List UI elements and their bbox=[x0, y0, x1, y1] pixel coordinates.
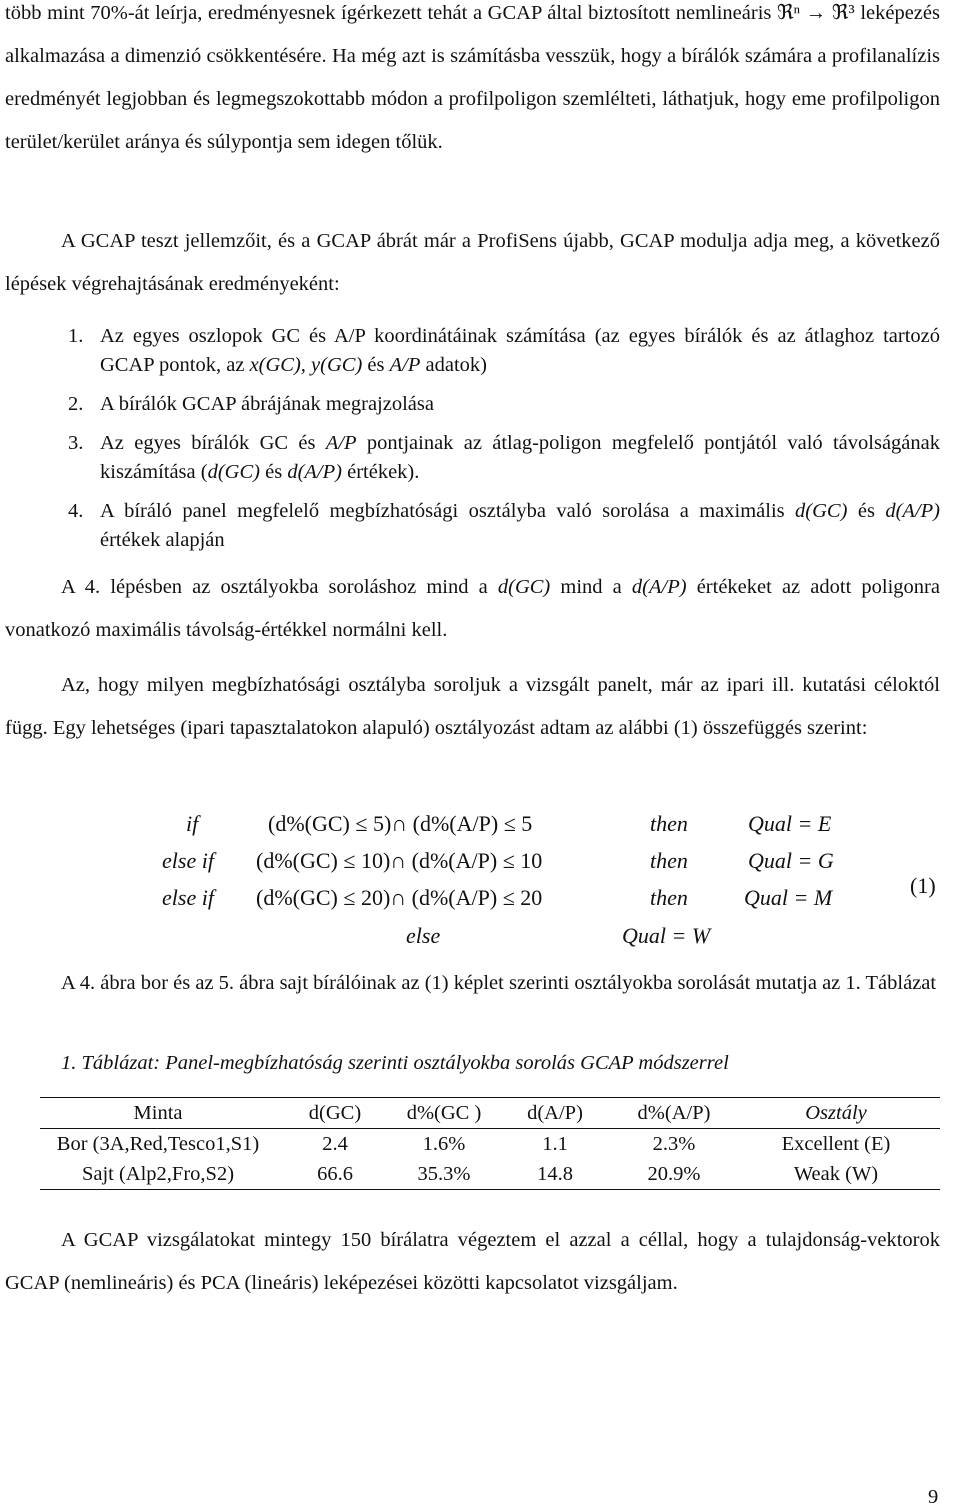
reliability-table bbox=[40, 1097, 940, 1190]
formula-else-result: Qual = W bbox=[622, 923, 711, 948]
cell-d-gc: 66.6 bbox=[276, 1159, 394, 1190]
header-minta: Minta bbox=[40, 1098, 276, 1129]
formula-row3-condition: (d%(GC) ≤ 20)∩ (d%(A/P) ≤ 20 bbox=[256, 885, 543, 910]
cell-dpct-gc: 35.3% bbox=[394, 1159, 494, 1190]
step-1: 1. Az egyes oszlopok GC és A/P koordinátáinak számítása (az egyes bírálók és az átlaghoz tartozó GCAP pontok, az x(GC), y(GC) és A/P adatok) bbox=[68, 325, 940, 376]
formula-else: else bbox=[406, 923, 441, 948]
header-d-gc: d(GC) bbox=[276, 1098, 394, 1129]
paragraph-normalization: A 4. lépésben az osztályokba soroláshoz mind a d(GC) mind a d(A/P) értékeket az adott poligonra vonatkozó maximális távolság-értékkel normálni kell. bbox=[5, 576, 940, 641]
step-3: 3. Az egyes bírálók GC és A/P pontjainak az átlag-poligon megfelelő pontjától való távolságának kiszámítása (d(GC) és d(A/P) értékek). bbox=[68, 432, 940, 483]
paragraph-classification: Az, hogy milyen megbízhatósági osztályba soroljuk a vizsgált panelt, már az ipari ill. kutatási céloktól függ. Egy lehetséges (ipari tapasztalatokon alapuló) osztályozást adtam az alábbi (1) összefüggés szerint: bbox=[5, 674, 940, 739]
cell-d-ap: 14.8 bbox=[494, 1159, 616, 1190]
table-row bbox=[40, 1159, 940, 1190]
step-4: 4. A bíráló panel megfelelő megbízhatósági osztályba való sorolása a maximális d(GC) és d(A/P) értékek alapján bbox=[68, 500, 941, 551]
paragraph-table-reference: A 4. ábra bor és az 5. ábra sajt bírálóinak az (1) képlet szerinti osztályokba sorolását mutatja az 1. Táblázat bbox=[61, 972, 937, 994]
table-row bbox=[40, 1129, 940, 1160]
table-header-row bbox=[40, 1098, 940, 1129]
table-caption: 1. Táblázat: Panel-megbízhatóság szerinti osztályokba sorolás GCAP módszerrel bbox=[61, 1052, 729, 1074]
formula-row3-then: then bbox=[650, 885, 688, 910]
formula-row1-condition: (d%(GC) ≤ 5)∩ (d%(A/P) ≤ 5 bbox=[268, 811, 533, 836]
cell-sample: Sajt (Alp2,Fro,S2) bbox=[40, 1159, 276, 1190]
steps-list bbox=[68, 322, 941, 555]
step-2: 2. A bírálók GCAP ábrájának megrajzolása bbox=[68, 393, 434, 415]
formula-row2-result: Qual = G bbox=[748, 848, 834, 873]
equation-number: (1) bbox=[910, 873, 936, 898]
cell-d-ap: 1.1 bbox=[542, 1133, 568, 1155]
page-number: 9 bbox=[928, 1486, 939, 1508]
header-osztaly: Osztály bbox=[732, 1098, 940, 1129]
paragraph-gcap-dimension-reduction: több mint 70%-át leírja, eredményesnek ígérkezett tehát a GCAP által biztosított nemlineáris ℜⁿ → ℜ³ leképezés alkalmazása a dimenzió csökkentésére. Ha még azt is számításba vesszük, hogy a bírálók számára a profilanalízis eredményét legjobban és legmegszokottabb módon a profilpoligon szemlélteti, láthatjuk, hogy eme profilpoligon terület/kerület aránya és súlypontja sem idegen tőlük. bbox=[5, 2, 940, 153]
classification-formula bbox=[0, 803, 960, 963]
cell-class: Excellent (E) bbox=[781, 1133, 891, 1155]
cell-d-gc: 2.4 bbox=[322, 1133, 348, 1155]
formula-row2-then: then bbox=[650, 848, 688, 873]
header-d-ap: d(A/P) bbox=[494, 1098, 616, 1129]
header-dpct-ap: d%(A/P) bbox=[616, 1098, 732, 1129]
cell-dpct-ap: 20.9% bbox=[616, 1159, 732, 1190]
formula-row2-else-if: else if bbox=[162, 848, 214, 873]
paragraph-gcap-experiments: A GCAP vizsgálatokat mintegy 150 bírálatra végeztem el azzal a céllal, hogy a tulajdonság-vektorok GCAP (nemlineáris) és PCA (lineáris) leképezései közötti kapcsolatot vizsgáljam. bbox=[5, 1229, 940, 1294]
formula-row1-result: Qual = E bbox=[748, 811, 832, 836]
formula-row3-result: Qual = M bbox=[744, 885, 833, 910]
cell-sample: Bor (3A,Red,Tesco1,S1) bbox=[56, 1133, 260, 1155]
paragraph-gcap-module: A GCAP teszt jellemzőit, és a GCAP ábrát már a ProfiSens újabb, GCAP modulja adja meg, a következő lépések végrehajtásának eredményeként: bbox=[5, 230, 940, 295]
cell-dpct-ap: 2.3% bbox=[652, 1133, 696, 1155]
cell-class: Weak (W) bbox=[732, 1159, 940, 1190]
formula-row1-then: then bbox=[650, 811, 688, 836]
formula-row1-if: if bbox=[186, 811, 199, 836]
cell-dpct-gc: 1.6% bbox=[422, 1133, 466, 1155]
formula-row3-else-if: else if bbox=[162, 885, 214, 910]
header-dpct-gc: d%(GC ) bbox=[394, 1098, 494, 1129]
formula-row2-condition: (d%(GC) ≤ 10)∩ (d%(A/P) ≤ 10 bbox=[256, 848, 543, 873]
